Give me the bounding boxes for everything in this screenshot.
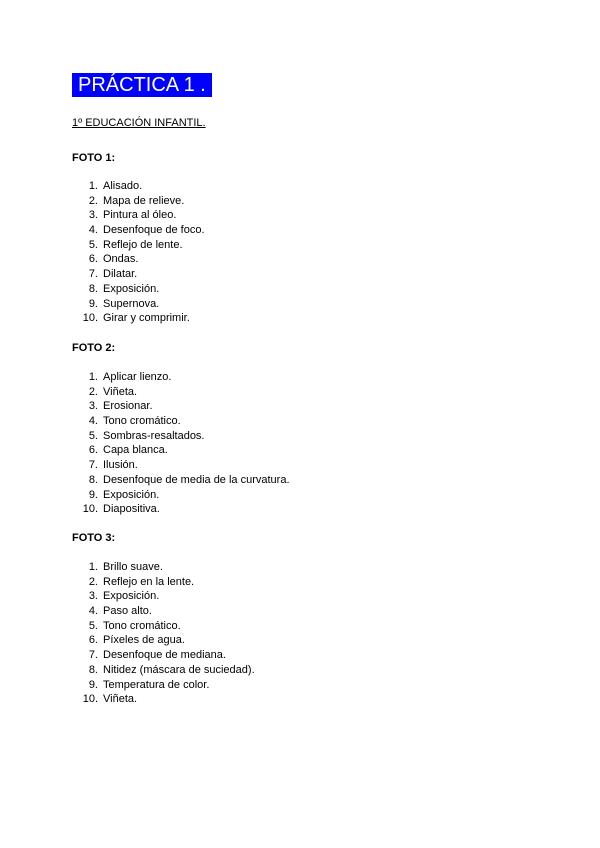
document-subtitle: 1º EDUCACIÓN INFANTIL.	[72, 117, 206, 129]
list-item-number: 1.	[88, 180, 98, 192]
list-item	[72, 208, 205, 223]
list-item	[72, 619, 255, 634]
section-list-foto-2	[72, 370, 290, 517]
list-item-text: Temperatura de color.	[103, 678, 210, 691]
list-item-number: 2.	[88, 194, 98, 207]
section-heading-foto-3: FOTO 3:	[72, 532, 116, 544]
list-item-number: 9.	[88, 297, 98, 310]
list-item-text: Desenfoque de foco.	[103, 224, 205, 237]
list-item	[72, 399, 290, 414]
list-item-number: 9.	[88, 678, 98, 691]
list-item	[72, 194, 205, 209]
list-item	[72, 429, 290, 444]
list-item-number: 3.	[88, 209, 98, 222]
list-item	[72, 282, 205, 297]
list-item	[72, 385, 290, 400]
list-item	[72, 604, 255, 619]
section-list-foto-1	[72, 179, 205, 326]
list-item	[72, 267, 205, 282]
list-item-text: Brillo suave.	[103, 561, 163, 573]
list-item-text: Viñeta.	[103, 693, 138, 706]
list-item-text: Dilatar.	[103, 268, 138, 281]
section-heading-foto-1: FOTO 1:	[72, 152, 116, 164]
list-item-number: 4.	[88, 224, 98, 237]
list-item-text: Viñeta.	[103, 385, 138, 398]
list-item-number: 3.	[88, 590, 98, 603]
list-item-number: 8.	[88, 282, 98, 295]
list-item-number: 5.	[88, 619, 98, 632]
list-item-text: Ilusión.	[103, 459, 138, 472]
list-item-text: Pintura al óleo.	[103, 209, 177, 222]
list-item-number: 7.	[88, 268, 98, 281]
list-item	[72, 560, 255, 575]
list-item-text: Exposición.	[103, 282, 160, 295]
list-item-number: 1.	[88, 561, 98, 573]
list-item-number: 1.	[88, 371, 98, 383]
list-item-number: 9.	[88, 488, 98, 501]
list-item	[72, 502, 290, 517]
list-item-text: Exposición.	[103, 488, 160, 501]
list-item-text: Exposición.	[103, 590, 160, 603]
list-item-number: 2.	[88, 385, 98, 398]
list-item-text: Tono cromático.	[103, 619, 181, 632]
list-item	[72, 414, 290, 429]
list-item-number: 6.	[88, 444, 98, 457]
list-item-text: Girar y comprimir.	[103, 312, 190, 325]
list-item	[72, 589, 255, 604]
list-item	[72, 297, 205, 312]
list-item-number: 4.	[88, 415, 98, 428]
list-item-number: 8.	[88, 473, 98, 486]
list-item	[72, 633, 255, 648]
list-item-number: 5.	[88, 238, 98, 251]
list-item-number: 10.	[82, 503, 98, 516]
page-title: PRÁCTICA 1 .	[72, 73, 212, 97]
list-item-number: 7.	[88, 459, 98, 472]
list-item-text: Sombras-resaltados.	[103, 429, 205, 442]
list-item	[72, 488, 290, 503]
list-item-text: Erosionar.	[103, 400, 153, 413]
list-item-text: Desenfoque de media de la curvatura.	[103, 473, 290, 486]
list-item	[72, 223, 205, 238]
list-item-number: 2.	[88, 575, 98, 588]
list-item-text: Paso alto.	[103, 605, 152, 618]
list-item	[72, 692, 255, 707]
list-item-text: Aplicar lienzo.	[103, 371, 172, 383]
list-item-text: Píxeles de agua.	[103, 634, 185, 647]
list-item-number: 10.	[82, 693, 98, 706]
list-item-text: Supernova.	[103, 297, 160, 310]
list-item-number: 7.	[88, 649, 98, 662]
list-item	[72, 473, 290, 488]
list-item	[72, 678, 255, 693]
section-list-foto-3	[72, 560, 255, 707]
list-item-text: Tono cromático.	[103, 415, 181, 428]
list-item	[72, 575, 255, 590]
list-item	[72, 443, 290, 458]
list-item-text: Alisado.	[103, 180, 143, 192]
list-item	[72, 238, 205, 253]
list-item	[72, 311, 205, 326]
list-item-text: Reflejo en la lente.	[103, 575, 195, 588]
list-item-text: Ondas.	[103, 253, 139, 266]
list-item-text: Reflejo de lente.	[103, 238, 183, 251]
list-item-number: 6.	[88, 253, 98, 266]
list-item	[72, 179, 205, 194]
section-heading-foto-2: FOTO 2:	[72, 342, 116, 354]
list-item-text: Desenfoque de mediana.	[103, 649, 226, 662]
list-item	[72, 458, 290, 473]
list-item	[72, 663, 255, 678]
list-item-number: 4.	[88, 605, 98, 618]
list-item	[72, 370, 290, 385]
list-item-text: Diapositiva.	[103, 503, 160, 516]
list-item	[72, 648, 255, 663]
list-item-number: 8.	[88, 663, 98, 676]
list-item-number: 3.	[88, 400, 98, 413]
list-item-text: Mapa de relieve.	[103, 194, 185, 207]
list-item	[72, 252, 205, 267]
list-item-text: Capa blanca.	[103, 444, 168, 457]
list-item-number: 5.	[88, 429, 98, 442]
list-item-number: 6.	[88, 634, 98, 647]
list-item-text: Nitidez (máscara de suciedad).	[103, 663, 255, 676]
list-item-number: 10.	[82, 312, 98, 325]
